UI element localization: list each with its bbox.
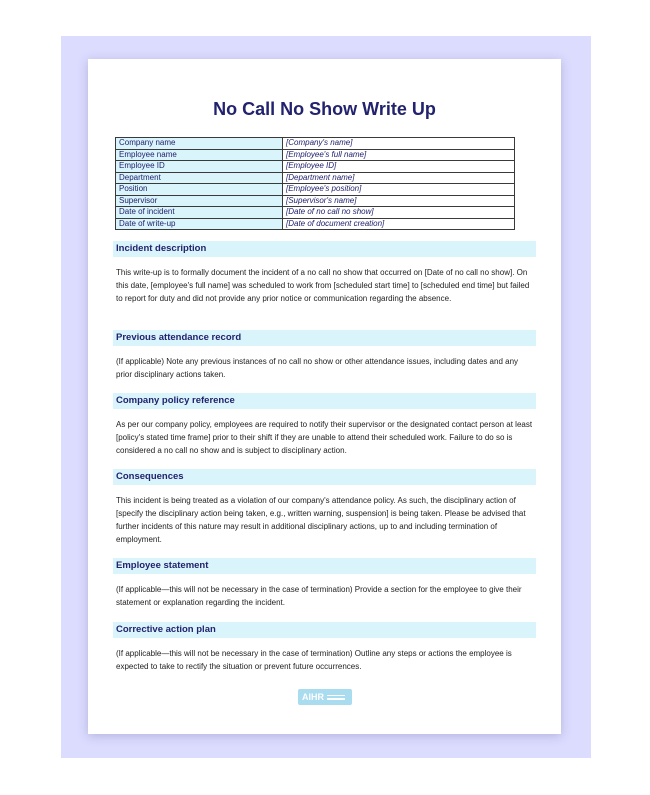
section-previous-attendance <box>113 330 536 381</box>
row-value: [Date of document creation] <box>283 218 515 230</box>
row-label: Supervisor <box>116 195 283 207</box>
document-page <box>88 59 561 734</box>
section-body: As per our company policy, employees are required to notify their supervisor or the designated contact person at least [policy's stated time frame] prior to their shift if they are unable to attend their scheduled work. Failure to do so is considered a no call no show and is subject to disciplinary action. <box>116 420 533 455</box>
row-label: Position <box>116 184 283 196</box>
row-label: Employee name <box>116 149 283 161</box>
row-label: Employee ID <box>116 161 283 173</box>
section-body: This incident is being treated as a violation of our company's attendance policy. As such, the disciplinary action of [specify the disciplinary action being taken, e.g., written warning, suspension] is being taken. Please be advised that further incidents of this nature may result in additional disciplinary actions, up to and including termination of employment. <box>116 496 526 544</box>
employee-info-table <box>115 137 515 230</box>
table-row <box>116 138 515 150</box>
row-value: [Supervisor's name] <box>283 195 515 207</box>
logo-tagline-mark <box>327 695 345 700</box>
section-heading: Employee statement <box>113 558 536 574</box>
section-heading: Company policy reference <box>113 393 536 409</box>
row-label: Company name <box>116 138 283 150</box>
section-heading: Corrective action plan <box>113 622 536 638</box>
row-value: [Date of no call no show] <box>283 207 515 219</box>
section-company-policy <box>113 393 536 457</box>
table-row <box>116 207 515 219</box>
section-corrective-action <box>113 622 536 673</box>
table-row <box>116 218 515 230</box>
section-consequences <box>113 469 536 546</box>
section-heading: Consequences <box>113 469 536 485</box>
document-title: No Call No Show Write Up <box>213 99 436 119</box>
table-row <box>116 184 515 196</box>
row-value: [Department name] <box>283 172 515 184</box>
table-row <box>116 161 515 173</box>
table-row <box>116 149 515 161</box>
aihr-logo <box>298 689 352 705</box>
section-body: (If applicable—this will not be necessary in the case of termination) Outline any steps or actions the employee is expected to take to rectify the situation or prevent future occurrences. <box>116 649 512 671</box>
logo-wordmark: AIHR <box>302 692 324 702</box>
section-heading: Previous attendance record <box>113 330 536 346</box>
row-value: [Employee's full name] <box>283 149 515 161</box>
section-incident-description <box>113 241 536 305</box>
row-label: Date of write-up <box>116 218 283 230</box>
table-row <box>116 172 515 184</box>
row-value: [Employee ID] <box>283 161 515 173</box>
row-value: [Company's name] <box>283 138 515 150</box>
section-body: This write-up is to formally document the incident of a no call no show that occurred on [Date of no call no show]. On this date, [employee's full name] was scheduled to work from [scheduled start time] to [scheduled end time] but failed to report for duty and did not provide any prior notice or communication regarding the absence. <box>116 268 530 303</box>
section-body: (If applicable—this will not be necessary in the case of termination) Provide a section for the employee to give their statement or explanation regarding the incident. <box>116 585 522 607</box>
table-row <box>116 195 515 207</box>
section-employee-statement <box>113 558 536 609</box>
row-value: [Employee's position] <box>283 184 515 196</box>
section-body: (If applicable) Note any previous instances of no call no show or other attendance issues, including dates and any prior disciplinary actions taken. <box>116 357 519 379</box>
section-heading: Incident description <box>113 241 536 257</box>
row-label: Date of incident <box>116 207 283 219</box>
row-label: Department <box>116 172 283 184</box>
